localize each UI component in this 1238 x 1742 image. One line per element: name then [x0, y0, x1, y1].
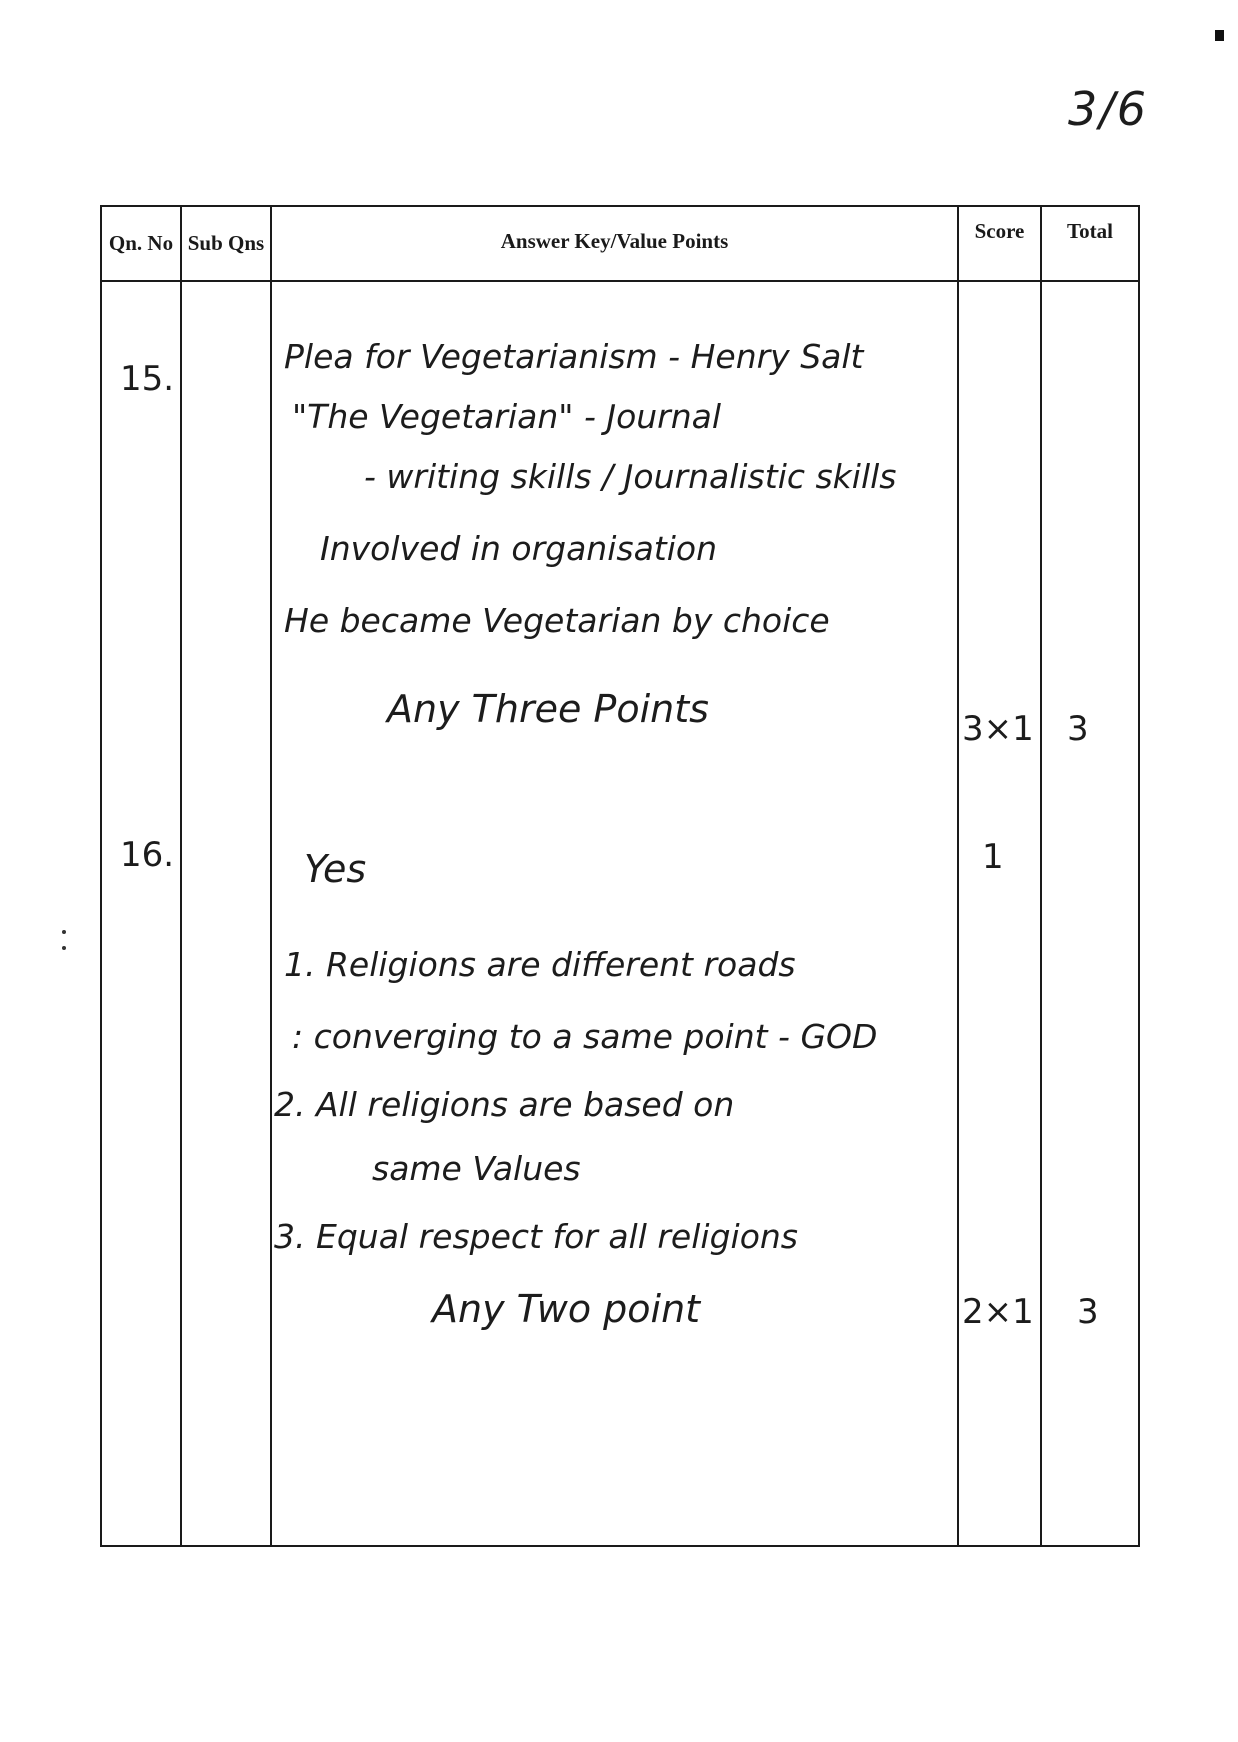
- total-value: 3: [1067, 709, 1089, 749]
- question-number: 15.: [120, 359, 175, 399]
- answer-note: Any Three Points: [387, 687, 709, 731]
- header-total: Total: [1067, 219, 1113, 243]
- answer-note: Any Two point: [432, 1287, 701, 1331]
- total-value: 3: [1077, 1292, 1099, 1332]
- header-sub-qns: Sub Qns: [187, 231, 265, 255]
- answer-line: Yes: [304, 847, 367, 891]
- column-divider: [270, 207, 272, 1545]
- column-divider: [1040, 207, 1042, 1545]
- answer-line: 1. Religions are different roads: [284, 945, 796, 984]
- answer-line: - writing skills / Journalistic skills: [364, 457, 897, 496]
- answer-line: Plea for Vegetarianism - Henry Salt: [284, 337, 864, 376]
- answer-line: same Values: [372, 1149, 581, 1188]
- header-score: Score: [974, 219, 1025, 243]
- answer-line: : converging to a same point - GOD: [292, 1017, 878, 1056]
- page-number: 3/6: [1068, 82, 1149, 136]
- corner-mark: [1215, 30, 1224, 41]
- answer-line: Involved in organisation: [320, 529, 718, 568]
- answer-line: 2. All religions are based on: [274, 1085, 735, 1124]
- score-value: 3×1: [962, 709, 1034, 749]
- question-number: 16.: [120, 835, 175, 875]
- column-divider: [180, 207, 182, 1545]
- answer-line: "The Vegetarian" - Journal: [292, 397, 722, 436]
- header-answer-key: Answer Key/Value Points: [500, 229, 729, 253]
- answer-key-table: [100, 205, 1140, 1547]
- column-divider: [957, 207, 959, 1545]
- margin-dots: [62, 930, 66, 970]
- score-value: 2×1: [962, 1292, 1034, 1332]
- answer-line: 3. Equal respect for all religions: [274, 1217, 798, 1256]
- header-qn-no: Qn. No: [108, 231, 174, 255]
- answer-line: He became Vegetarian by choice: [284, 601, 830, 640]
- header-divider: [102, 280, 1138, 282]
- score-value: 1: [982, 837, 1004, 877]
